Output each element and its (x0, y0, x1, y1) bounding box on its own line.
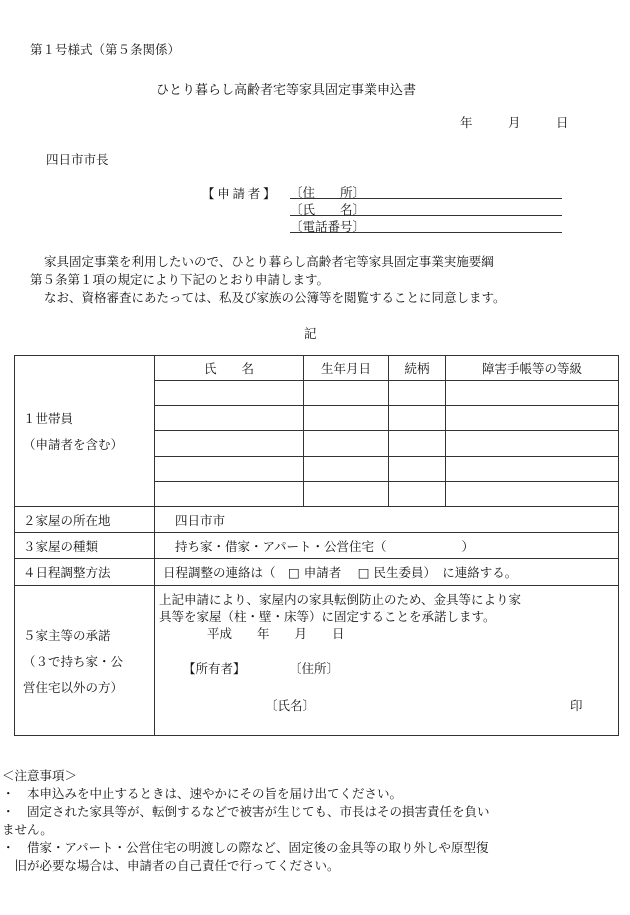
member-disability-cell[interactable] (446, 482, 619, 507)
owner-address-label[interactable]: 〔住所〕 (289, 661, 340, 676)
body-line-1: 家具固定事業を利用したいので、ひとり暮らし高齢者宅等家具固定事業実施要綱 (44, 254, 494, 269)
member-disability-cell[interactable] (446, 431, 619, 457)
owner-tag: 【所有者】 (183, 661, 246, 676)
member-name-cell[interactable] (155, 406, 304, 431)
location-value[interactable]: 四日市市 (155, 507, 619, 533)
member-birth-cell[interactable] (304, 457, 389, 482)
member-name-cell[interactable] (155, 381, 304, 406)
form-number: 第１号様式（第５条関係） (30, 42, 181, 57)
member-disability-cell[interactable] (446, 381, 619, 406)
header-birth: 生年月日 (304, 356, 389, 381)
consent-line-2: 具等を家屋（柱・壁・床等）に固定することを承諾します。 (159, 609, 496, 624)
note-item-3: ・ 借家・アパート・公営住宅の明渡しの際など、固定後の金具等の取り外しや原型復 (2, 840, 489, 855)
ki-mark: 記 (304, 326, 317, 341)
notes-heading: ＜注意事項＞ (2, 768, 78, 783)
member-disability-cell[interactable] (446, 457, 619, 482)
applicant-phone-line (290, 232, 562, 233)
date-year: 年 (460, 115, 473, 130)
note-item-2-cont: ません。 (2, 822, 53, 837)
header-disability: 障害手帳等の等級 (446, 356, 619, 381)
member-birth-cell[interactable] (304, 406, 389, 431)
member-relation-cell[interactable] (389, 431, 446, 457)
consent-line-1: 上記申請により、家屋内の家具転倒防止のため、金具等により家 (159, 592, 522, 607)
member-relation-cell[interactable] (389, 381, 446, 406)
page-title: ひとり暮らし高齢者宅等家具固定事業申込書 (156, 83, 417, 98)
note-item-2: ・ 固定された家具等が、転倒するなどで被害が生じても、市長はその損害責任を負い (2, 804, 490, 819)
owner-consent-cell (155, 586, 619, 736)
consent-date[interactable]: 平成 年 月 日 (207, 626, 345, 641)
applicant-phone-label: 〔電話番号〕 (290, 219, 366, 234)
member-birth-cell[interactable] (304, 381, 389, 406)
member-relation-cell[interactable] (389, 457, 446, 482)
location-label: ２家屋の所在地 (15, 507, 155, 533)
owner-label-cell (15, 586, 155, 736)
applicant-address-label: 〔住 所〕 (290, 185, 366, 200)
owner-name-label[interactable]: 〔氏名〕 (265, 698, 316, 713)
header-name: 氏 名 (155, 356, 304, 381)
owner-sublabel-1: （３で持ち家・公 (23, 654, 124, 669)
applicant-name-line (290, 215, 562, 216)
member-relation-cell[interactable] (389, 482, 446, 507)
household-sublabel: （申請者を含む） (23, 437, 124, 452)
note-item-1: ・ 本申込みを中止するときは、速やかにその旨を届け出てください。 (2, 786, 403, 801)
member-name-cell[interactable] (155, 457, 304, 482)
schedule-value[interactable]: 日程調整の連絡は（ □ 申請者 □ 民生委員） に連絡する。 (155, 559, 619, 586)
member-name-cell[interactable] (155, 482, 304, 507)
note-item-3-cont: 旧が必要な場合は、申請者の自己責任で行ってください。 (2, 858, 340, 873)
house-type-label: ３家屋の種類 (15, 533, 155, 559)
seal-mark: 印 (570, 698, 583, 713)
household-label: １世帯員 (23, 411, 74, 426)
application-table (14, 355, 619, 736)
header-relation: 続柄 (389, 356, 446, 381)
body-line-2: 第５条第１項の規定により下記のとおり申請します。 (30, 272, 330, 287)
member-relation-cell[interactable] (389, 406, 446, 431)
schedule-label: ４日程調整方法 (15, 559, 155, 586)
house-type-value[interactable]: 持ち家・借家・アパート・公営住宅（ ） (155, 533, 619, 559)
applicant-address-line (290, 198, 562, 199)
applicant-label: 【申請者】 (202, 186, 279, 201)
applicant-name-label: 〔氏 名〕 (290, 202, 366, 217)
body-line-3: なお、資格審査にあたっては、私及び家族の公簿等を閲覧することに同意します。 (44, 290, 506, 305)
owner-sublabel-2: 営住宅以外の方） (23, 680, 124, 695)
member-birth-cell[interactable] (304, 482, 389, 507)
member-disability-cell[interactable] (446, 406, 619, 431)
date-day: 日 (556, 115, 569, 130)
household-label-cell (15, 356, 155, 507)
owner-label: ５家主等の承諾 (23, 628, 111, 643)
date-month: 月 (508, 115, 521, 130)
recipient: 四日市市長 (46, 152, 109, 167)
member-name-cell[interactable] (155, 431, 304, 457)
member-birth-cell[interactable] (304, 431, 389, 457)
